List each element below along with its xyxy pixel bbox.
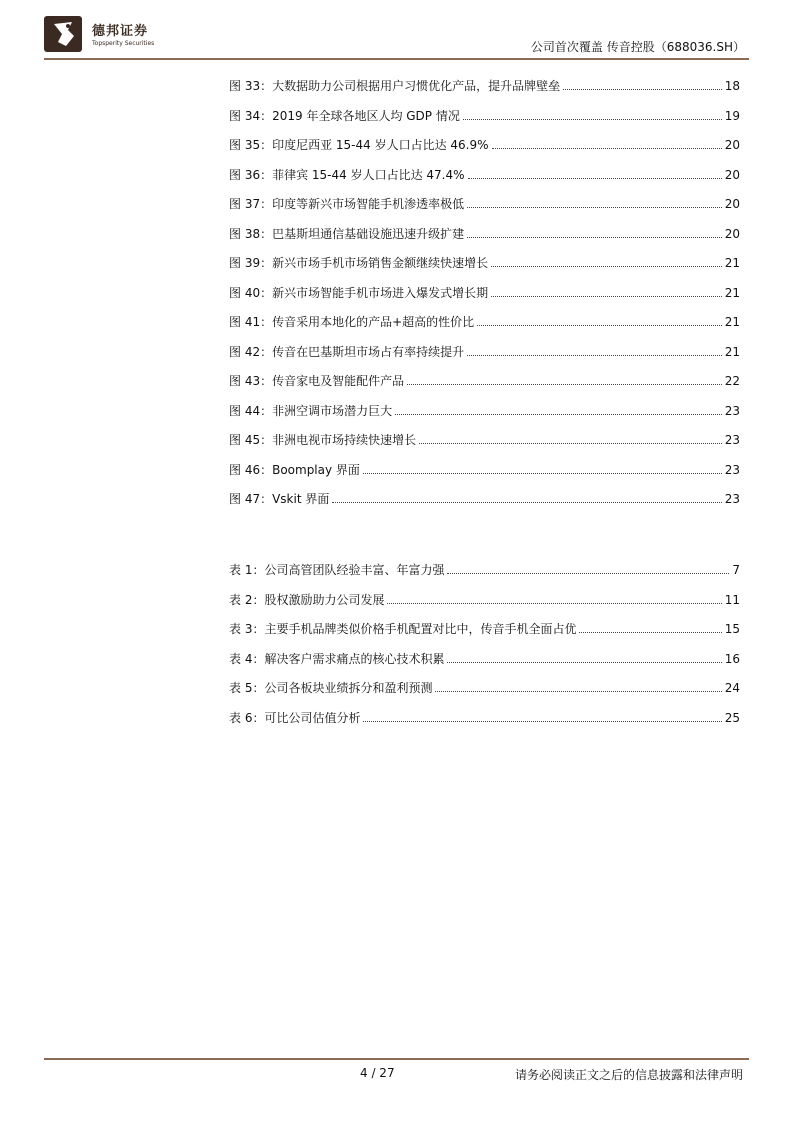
toc-entry-label: 表 3：主要手机品牌类似价格手机配置对比中，传音手机全面占优 (229, 622, 577, 636)
toc-entry-page: 21 (724, 344, 740, 359)
toc-entry-label: 图 37：印度等新兴市场智能手机渗透率极低 (229, 197, 465, 211)
toc-leader-dots (492, 147, 722, 149)
toc-entry[interactable] (229, 311, 740, 329)
toc-leader-dots (387, 602, 721, 604)
toc-entry-label: 图 41：传音采用本地化的产品+超高的性价比 (229, 315, 475, 329)
toc-entry[interactable] (229, 488, 740, 506)
toc-entry-page: 18 (724, 79, 740, 93)
toc-entry-label: 图 39：新兴市场手机市场销售金额继续快速增长 (229, 256, 489, 270)
toc-entry[interactable] (229, 252, 740, 270)
toc-entry-label: 图 40：新兴市场智能手机市场进入爆发式增长期 (229, 285, 489, 300)
toc-entry-page: 21 (724, 256, 740, 270)
toc-entry-page: 23 (724, 462, 740, 477)
toc-leader-dots (447, 572, 729, 574)
toc-entry-label: 表 2：股权激励助力公司发展 (229, 592, 385, 607)
toc-entry[interactable] (229, 618, 740, 636)
toc-leader-dots (463, 118, 722, 120)
toc-leader-dots (491, 265, 722, 267)
toc-entry[interactable] (229, 164, 740, 182)
toc-entry[interactable] (229, 429, 740, 447)
toc-entry-page: 25 (724, 710, 740, 725)
toc-entry-label: 表 1：公司高管团队经验丰富、年富力强 (229, 563, 445, 577)
toc-leader-dots (447, 661, 721, 663)
header-divider (44, 58, 749, 60)
toc-entry-label: 图 42：传音在巴基斯坦市场占有率持续提升 (229, 344, 465, 359)
toc-entry-page: 19 (724, 108, 740, 123)
toc-entry-label: 图 44：非洲空调市场潜力巨大 (229, 403, 393, 418)
toc-entry-label: 图 36：菲律宾 15-44 岁人口占比达 47.4% (229, 167, 465, 182)
toc-entry-page: 11 (724, 592, 740, 607)
toc-entry-page: 20 (724, 167, 740, 182)
toc-leader-dots (468, 177, 722, 179)
toc-entry-page: 22 (724, 374, 740, 388)
toc-entry-label: 图 43：传音家电及智能配件产品 (229, 374, 405, 388)
toc-leader-dots (563, 88, 722, 90)
toc-entry[interactable] (229, 559, 740, 577)
toc-entry-page: 16 (724, 651, 740, 666)
toc-entry-label: 图 38：巴基斯坦通信基础设施迅速升级扩建 (229, 226, 465, 241)
toc-entry[interactable] (229, 648, 740, 666)
toc-entry-page: 23 (724, 433, 740, 447)
toc-entry-page: 20 (724, 138, 740, 152)
toc-entry[interactable] (229, 193, 740, 211)
toc-entry[interactable] (229, 707, 740, 725)
toc-entry-page: 15 (724, 622, 740, 636)
toc-leader-dots (419, 442, 722, 444)
toc-entry[interactable] (229, 105, 740, 123)
toc-entry-page: 21 (724, 315, 740, 329)
toc-leader-dots (363, 720, 721, 722)
toc-leader-dots (467, 354, 722, 356)
toc-entry-page: 23 (724, 403, 740, 418)
report-title: 公司首次覆盖 传音控股（688036.SH） (530, 40, 745, 54)
toc-entry[interactable] (229, 134, 740, 152)
toc-entry[interactable] (229, 589, 740, 607)
toc-leader-dots (467, 206, 722, 208)
toc-leader-dots (363, 472, 722, 474)
toc-leader-dots (332, 501, 721, 503)
toc-entry-page: 20 (724, 197, 740, 211)
toc-entry[interactable] (229, 459, 740, 477)
toc-leader-dots (395, 413, 722, 415)
toc-entry[interactable] (229, 282, 740, 300)
toc-leader-dots (579, 631, 721, 633)
toc-entry-page: 21 (724, 285, 740, 300)
logo-mark-icon (44, 14, 84, 54)
toc-leader-dots (407, 383, 722, 385)
disclaimer-note: 请务必阅读正文之后的信息披露和法律声明 (514, 1068, 743, 1082)
page-number: 4 / 27 (360, 1066, 395, 1080)
toc-entry[interactable] (229, 341, 740, 359)
toc-leader-dots (491, 295, 722, 297)
toc-entry[interactable] (229, 400, 740, 418)
toc-entry-page: 24 (724, 681, 740, 695)
toc-leader-dots (467, 236, 722, 238)
toc-entry[interactable] (229, 370, 740, 388)
company-logo (44, 14, 174, 56)
toc-entry[interactable] (229, 75, 740, 93)
footer-divider (44, 1058, 749, 1060)
toc-entry[interactable] (229, 677, 740, 695)
toc-leader-dots (435, 690, 721, 692)
toc-entry[interactable] (229, 223, 740, 241)
toc-entry-page: 7 (732, 563, 740, 577)
logo-text-en: Topsperity Securities (92, 40, 155, 47)
toc-entry-label: 图 33：大数据助力公司根据用户习惯优化产品，提升品牌壁垒 (229, 79, 561, 93)
toc-entry-label: 图 35：印度尼西亚 15-44 岁人口占比达 46.9% (229, 138, 489, 152)
toc-entry-label: 表 5：公司各板块业绩拆分和盈利预测 (229, 681, 433, 695)
toc-entry-label: 图 46：Boomplay 界面 (229, 462, 360, 477)
toc-entry-label: 图 47：Vskit 界面 (229, 492, 330, 506)
toc-entry-label: 表 6：可比公司估值分析 (229, 710, 361, 725)
toc-leader-dots (477, 324, 722, 326)
toc-entry-label: 图 34：2019 年全球各地区人均 GDP 情况 (229, 108, 460, 123)
toc-entry-page: 23 (724, 492, 740, 506)
toc-entry-page: 20 (724, 226, 740, 241)
toc-entry-label: 图 45：非洲电视市场持续快速增长 (229, 433, 417, 447)
toc-entry-label: 表 4：解决客户需求痛点的核心技术积累 (229, 651, 445, 666)
logo-text-cn: 德邦证券 (92, 24, 149, 39)
